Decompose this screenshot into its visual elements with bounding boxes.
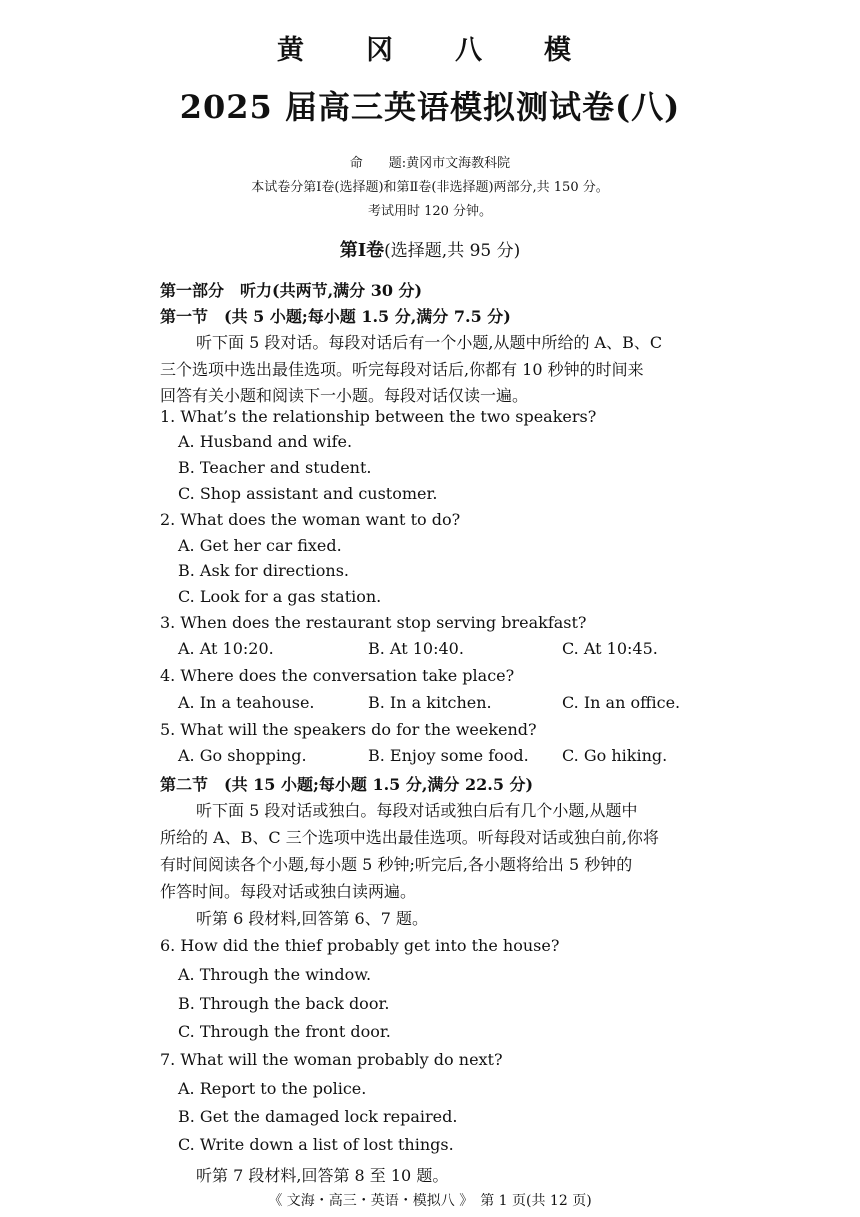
option-4a: A. In a teahouse. <box>178 693 315 712</box>
option-6c: C. Through the front door. <box>178 1022 391 1041</box>
page-footer: 《 文海・高三・英语・模拟八 》 第 1 页(共 12 页) <box>268 1193 592 1209</box>
material-7-line: 听第 7 段材料,回答第 8 至 10 题。 <box>196 1166 449 1185</box>
instruction-line: 作答时间。每段对话或独白读两遍。 <box>160 882 417 901</box>
instruction-line: 有时间阅读各个小题,每小题 5 秒钟;听完后,各小题将给出 5 秒钟的 <box>160 855 633 874</box>
question-2: 2. What does the woman want to do? <box>160 510 461 529</box>
instruction-line: 三个选项中选出最佳选项。听完每段对话后,你都有 10 秒钟的时间来 <box>160 360 644 379</box>
volume-label: 第Ⅰ卷 <box>339 240 385 261</box>
volume-heading <box>0 236 860 262</box>
option-3c: C. At 10:45. <box>562 639 658 658</box>
option-6a: A. Through the window. <box>178 965 372 984</box>
question-5: 5. What will the speakers do for the weekend? <box>160 720 537 739</box>
instruction-line: 听下面 5 段对话或独白。每段对话或独白后有几个小题,从题中 <box>196 801 638 820</box>
time-line: 考试用时 120 分钟。 <box>367 204 493 219</box>
question-1: 1. What’s the relationship between the two speakers? <box>160 407 597 426</box>
option-7a: A. Report to the police. <box>178 1079 367 1098</box>
structure-line: 本试卷分第Ⅰ卷(选择题)和第Ⅱ卷(非选择题)两部分,共 150 分。 <box>251 180 609 195</box>
option-6b: B. Through the back door. <box>178 994 390 1013</box>
question-7: 7. What will the woman probably do next? <box>160 1050 503 1069</box>
question-6: 6. How did the thief probably get into the house? <box>160 936 560 955</box>
part1-heading: 第一部分 听力(共两节,满分 30 分) <box>160 281 423 300</box>
option-2c: C. Look for a gas station. <box>178 587 382 606</box>
option-5a: A. Go shopping. <box>178 746 307 765</box>
option-1c: C. Shop assistant and customer. <box>178 484 438 503</box>
section2-heading: 第二节 (共 15 小题;每小题 1.5 分,满分 22.5 分) <box>160 775 534 794</box>
option-5c: C. Go hiking. <box>562 746 668 765</box>
option-4c: C. In an office. <box>562 693 681 712</box>
section1-heading: 第一节 (共 5 小题;每小题 1.5 分,满分 7.5 分) <box>160 307 511 326</box>
option-2a: A. Get her car fixed. <box>178 536 342 555</box>
material-6-line: 听第 6 段材料,回答第 6、7 题。 <box>196 909 428 928</box>
instruction-line: 听下面 5 段对话。每段对话后有一个小题,从题中所给的 A、B、C <box>196 333 663 352</box>
volume-note: (选择题,共 95 分) <box>384 241 521 261</box>
instruction-line: 回答有关小题和阅读下一小题。每段对话仅读一遍。 <box>160 386 529 405</box>
exam-title: 2025 届高三英语模拟测试卷(八) <box>179 88 681 126</box>
option-4b: B. In a kitchen. <box>368 693 492 712</box>
brand-title: 黄冈八模 <box>277 35 633 66</box>
setter-line: 命 题:黄冈市文海教科院 <box>349 156 511 171</box>
option-1a: A. Husband and wife. <box>178 432 353 451</box>
option-3b: B. At 10:40. <box>368 639 464 658</box>
option-5b: B. Enjoy some food. <box>368 746 529 765</box>
instruction-line: 所给的 A、B、C 三个选项中选出最佳选项。听每段对话或独白前,你将 <box>160 828 659 847</box>
option-7c: C. Write down a list of lost things. <box>178 1135 454 1154</box>
question-4: 4. Where does the conversation take place? <box>160 666 515 685</box>
option-2b: B. Ask for directions. <box>178 561 349 580</box>
option-7b: B. Get the damaged lock repaired. <box>178 1107 458 1126</box>
question-3: 3. When does the restaurant stop serving breakfast? <box>160 613 587 632</box>
option-1b: B. Teacher and student. <box>178 458 372 477</box>
option-3a: A. At 10:20. <box>178 639 274 658</box>
